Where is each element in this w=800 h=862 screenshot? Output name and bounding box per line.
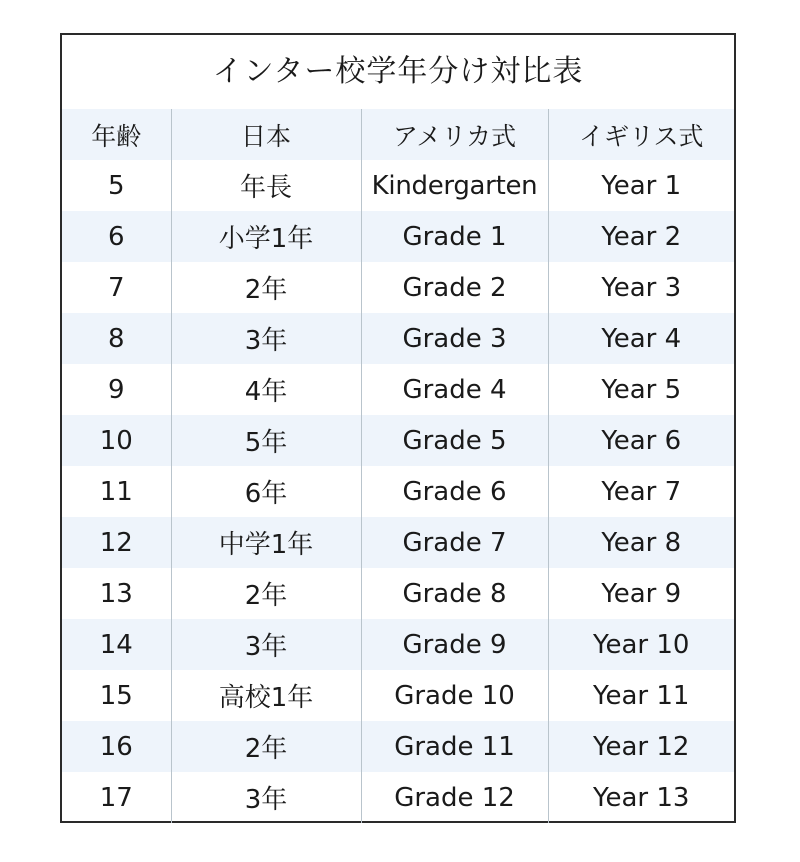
header-age: 年齢	[62, 109, 171, 160]
cell-japan: 6年	[171, 466, 361, 517]
cell-age: 13	[99, 578, 133, 609]
cell-age: 15	[99, 680, 133, 711]
cell-british: Year 3	[548, 262, 734, 313]
cell-british: Year 2	[548, 211, 734, 262]
cell-american: Grade 8	[361, 568, 548, 619]
table-row	[62, 721, 734, 772]
cell-american: Grade 4	[361, 364, 548, 415]
cell-japan: 3年	[171, 313, 361, 364]
cell-british: Year 13	[548, 772, 734, 823]
cell-age: 17	[99, 782, 133, 813]
cell-age: 5	[107, 170, 125, 201]
header-british: イギリス式	[548, 109, 734, 160]
grade-comparison-table	[62, 109, 734, 823]
header-japan: 日本	[171, 109, 361, 160]
table-title: インター校学年分け対比表	[212, 54, 584, 89]
cell-british: Year 6	[548, 415, 734, 466]
cell-age: 11	[99, 476, 133, 507]
table-row	[62, 364, 734, 415]
cell-american: Grade 9	[361, 619, 548, 670]
cell-japan: 5年	[171, 415, 361, 466]
cell-japan: 3年	[171, 772, 361, 823]
cell-british: Year 12	[548, 721, 734, 772]
cell-british: Year 4	[548, 313, 734, 364]
cell-american: Grade 3	[361, 313, 548, 364]
cell-american: Grade 1	[361, 211, 548, 262]
cell-age: 6	[62, 211, 171, 262]
comparison-table-frame	[60, 33, 736, 823]
table-row	[62, 619, 734, 670]
cell-british: Year 9	[548, 568, 734, 619]
cell-japan: 高校1年	[171, 670, 361, 721]
cell-japan: 小学1年	[171, 211, 361, 262]
table-row	[62, 772, 734, 823]
table-row	[62, 211, 734, 262]
cell-british: Year 10	[548, 619, 734, 670]
table-row	[62, 568, 734, 619]
cell-age: 7	[107, 272, 125, 303]
cell-american: Grade 6	[361, 466, 548, 517]
cell-japan: 2年	[171, 568, 361, 619]
table-row	[62, 670, 734, 721]
cell-age: 14	[62, 619, 171, 670]
cell-british: Year 8	[548, 517, 734, 568]
cell-british: Year 11	[548, 670, 734, 721]
cell-age: 8	[62, 313, 171, 364]
cell-american: Grade 7	[361, 517, 548, 568]
cell-age: 12	[62, 517, 171, 568]
cell-british: Year 1	[548, 160, 734, 211]
cell-japan: 2年	[171, 721, 361, 772]
table-row	[62, 517, 734, 568]
cell-age: 10	[62, 415, 171, 466]
cell-american: Grade 2	[361, 262, 548, 313]
cell-age: 9	[107, 374, 125, 405]
cell-american: Grade 5	[361, 415, 548, 466]
table-row	[62, 313, 734, 364]
cell-japan: 中学1年	[171, 517, 361, 568]
cell-japan: 4年	[171, 364, 361, 415]
header-row	[62, 109, 734, 160]
table-row	[62, 160, 734, 211]
cell-age: 16	[62, 721, 171, 772]
table-row	[62, 466, 734, 517]
cell-japan: 年長	[171, 160, 361, 211]
cell-american: Grade 10	[361, 670, 548, 721]
cell-japan: 3年	[171, 619, 361, 670]
cell-british: Year 7	[548, 466, 734, 517]
table-row	[62, 415, 734, 466]
cell-american: Grade 11	[361, 721, 548, 772]
header-american: アメリカ式	[361, 109, 548, 160]
table-row	[62, 262, 734, 313]
cell-british: Year 5	[548, 364, 734, 415]
cell-american: Kindergarten	[361, 160, 548, 211]
cell-american: Grade 12	[361, 772, 548, 823]
cell-japan: 2年	[171, 262, 361, 313]
